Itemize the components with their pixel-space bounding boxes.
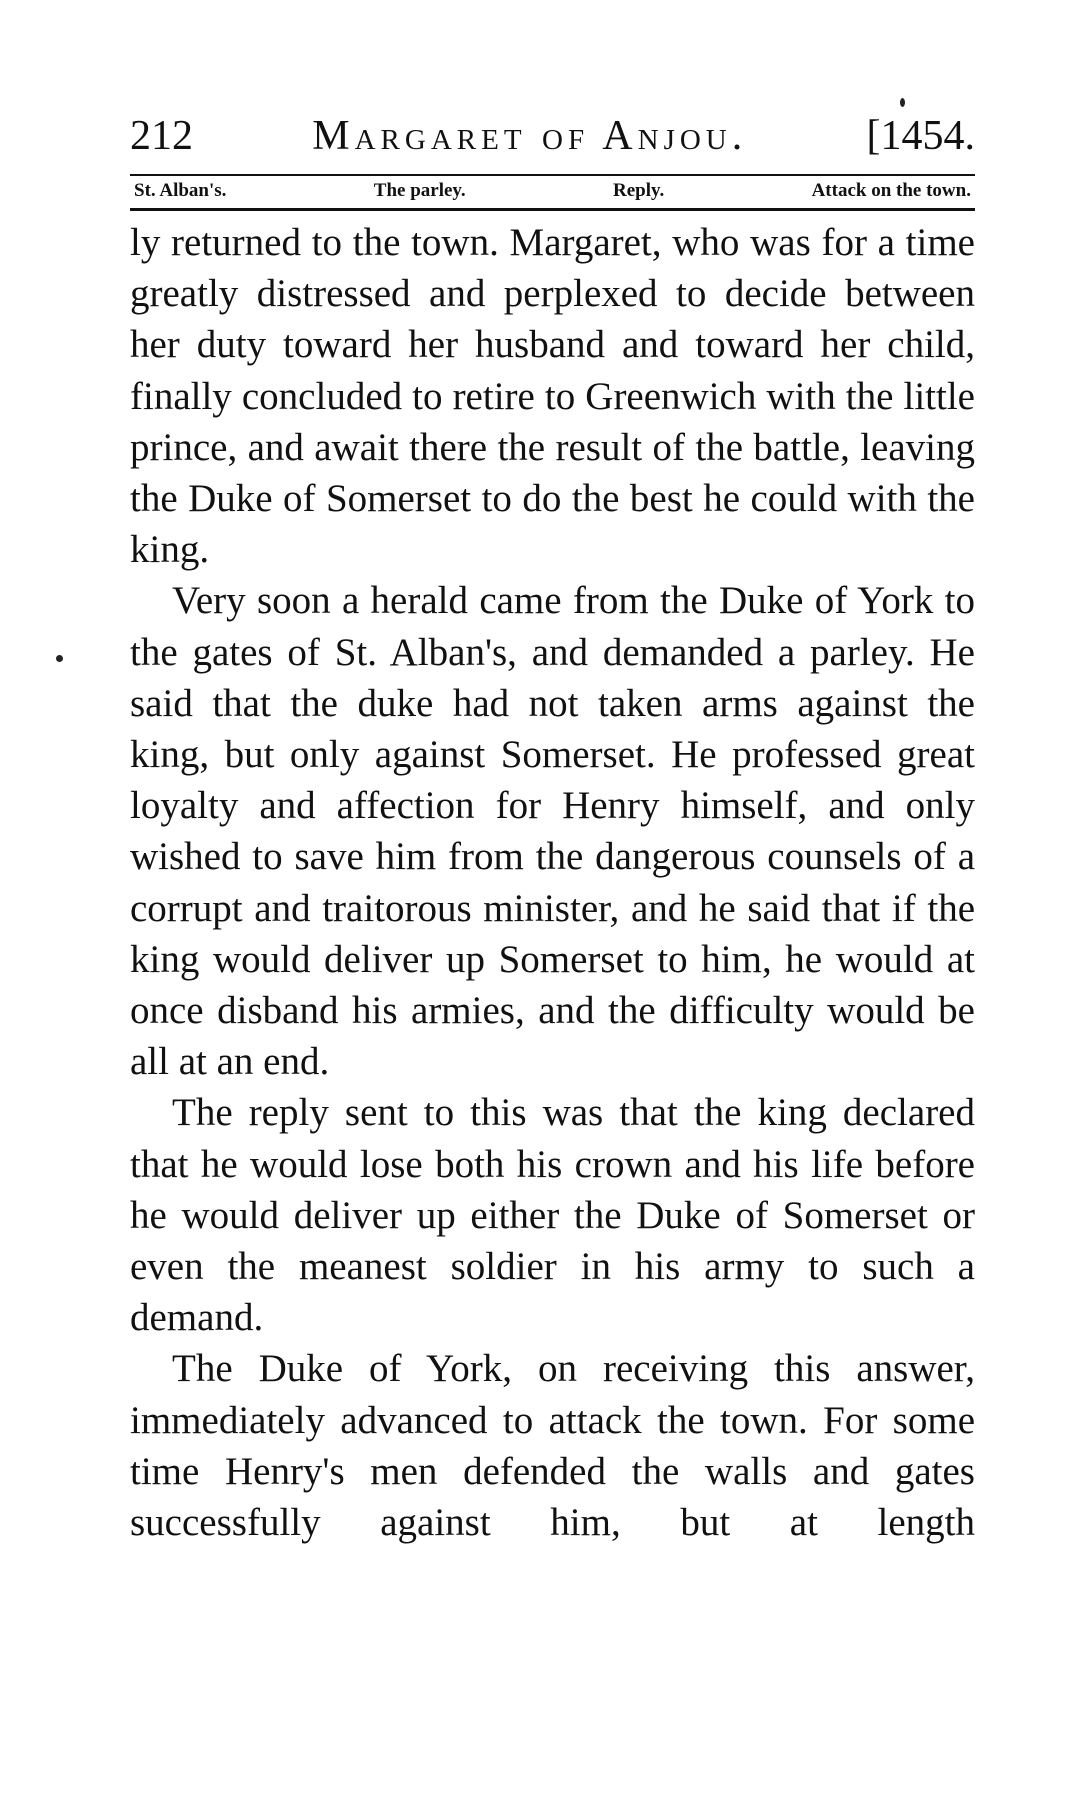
paragraph-4: The Duke of York, on receiving this answer, immediately advanced to attack the town. For some time Henry's men defended the walls and gates successfully against him, but at length	[130, 1347, 975, 1545]
running-title: Margaret of Anjou.	[312, 113, 748, 159]
side-notes	[130, 176, 975, 208]
running-head	[130, 110, 975, 168]
paragraph-1: ly returned to the town. Margaret, who was for a time greatly distressed and perplexed to decide between her duty toward her husband and toward her child, finally concluded to retire to Greenwich with the little prince, and await there the result of the battle, leaving the Duke of Somerset to do the best he could with the king.	[130, 221, 975, 572]
side-note-attack: Attack on the town.	[811, 180, 971, 201]
year-marker: [1454.	[866, 113, 975, 159]
side-note-reply: Reply.	[613, 180, 665, 201]
body-text	[130, 217, 975, 1548]
page-number: 212	[130, 113, 193, 159]
paragraph-3: The reply sent to this was that the king declared that he would lose both his crown and his life before he would deliver up either the Duke of Somerset or even the meanest soldier in his army to such a demand.	[130, 1091, 975, 1340]
ink-speck	[56, 655, 63, 662]
book-page	[130, 110, 975, 1548]
ink-speck	[900, 98, 905, 107]
paragraph-2: Very soon a herald came from the Duke of York to the gates of St. Alban's, and demanded a parley. He said that the duke had not taken arms against the king, but only against Somerset. He professed great loyalty and affection for Henry himself, and only wished to save him from the dangerous counsels of a corrupt and traitorous minister, and he said that if the king would deliver up Somerset to him, he would at once disband his armies, and the difficulty would be all at an end.	[130, 579, 975, 1084]
side-note-st-albans: St. Alban's.	[134, 180, 227, 201]
side-note-parley: The parley.	[373, 180, 466, 201]
side-notes-rule	[130, 208, 975, 211]
